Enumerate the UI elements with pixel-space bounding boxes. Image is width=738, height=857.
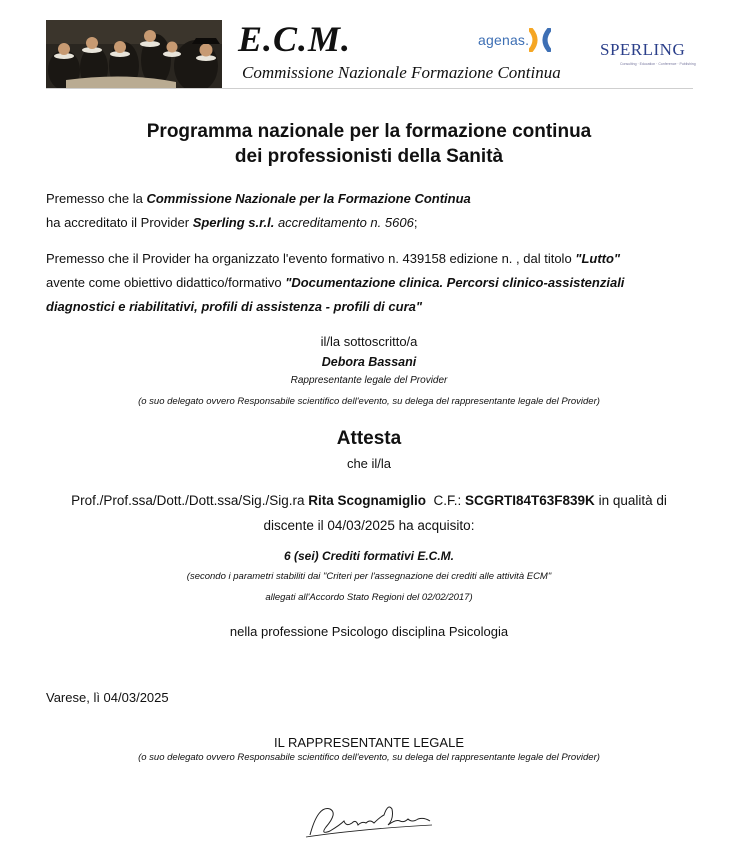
premise1-text: Premesso che la — [46, 191, 147, 206]
profession-discipline: nella professione Psicologo disciplina Psicologia — [229, 624, 509, 639]
signer-delegate-note: (o suo delegato ovvero Responsabile scientifico dell'evento, su delega del rappresentante legale del Provider) — [138, 396, 600, 407]
sperling-logo — [600, 40, 696, 66]
agenas-logo — [478, 28, 551, 52]
sperling-logo-text: SPERLING — [600, 40, 686, 59]
credits-note-line1: (secondo i parametri stabiliti dai "Criteri per l'assegnazione dei crediti alle attività ECM" — [186, 571, 552, 582]
fiscal-code: SCGRTI84T63F839K — [465, 493, 595, 508]
signer-intro: il/la sottoscritto/a — [320, 334, 418, 349]
agenas-mark-icon — [529, 28, 551, 52]
anatomy-lesson-painting — [46, 20, 222, 88]
credits-note-line2: allegati all'Accordo Stato Regioni del 02/02/2017) — [265, 592, 473, 603]
header-divider — [46, 88, 693, 89]
page-title-line1: Programma nazionale per la formazione continua — [146, 121, 592, 142]
premise2-text: Premesso che il Provider ha organizzato l'evento formativo n. 439158 edizione n. , dal titolo — [46, 251, 576, 266]
premise1-text2: ha accreditato il Provider — [46, 215, 193, 230]
place-date: Varese, lì 04/03/2025 — [46, 690, 169, 705]
signer-name: Debora Bassani — [321, 355, 417, 369]
ecm-subtitle: Commissione Nazionale Formazione Continua — [242, 63, 561, 82]
page-title-line2: dei professionisti della Sanità — [234, 146, 504, 167]
premise-commission — [46, 187, 696, 235]
attesta-heading: Attesta — [336, 428, 402, 449]
agenas-logo-text: agenas. — [478, 32, 530, 48]
signer-role: Rappresentante legale del Provider — [290, 375, 448, 386]
commission-name: Commissione Nazionale per la Formazione Continua — [146, 191, 471, 206]
provider-name: Sperling s.r.l. — [192, 215, 275, 230]
cf-label: C.F.: — [425, 493, 465, 508]
credits-amount: 6 (sei) Crediti formativi E.C.M. — [283, 549, 455, 563]
event-title: "Lutto" — [575, 251, 621, 266]
handwritten-signature — [300, 795, 440, 843]
legal-rep-title: IL RAPPRESENTANTE LEGALE — [273, 735, 464, 750]
sperling-tagline: Consulting · Education · Conference · Publishing — [620, 62, 696, 66]
recipient-prefix: Prof./Prof.ssa/Dott./Dott.ssa/Sig./Sig.ra — [71, 493, 309, 508]
premise1-text3: ; — [413, 215, 418, 230]
premise-event — [46, 247, 696, 319]
recipient-suffix: in qualità di discente il 04/03/2025 ha acquisito: — [263, 493, 667, 533]
recipient-statement — [56, 488, 682, 538]
legal-rep-note: (o suo delegato ovvero Responsabile scientifico dell'evento, su delega del rappresentante legale del Provider) — [138, 752, 600, 763]
recipient-name: Rita Scognamiglio — [308, 493, 426, 508]
premise2-text2: avente come obiettivo didattico/formativo — [46, 275, 286, 290]
attesta-che: che il/la — [346, 456, 392, 471]
ecm-title: E.C.M. — [238, 19, 352, 59]
accreditation-number: accreditamento n. 5606 — [274, 215, 414, 230]
event-objective: "Documentazione clinica. Percorsi clinico-assistenziali diagnostici e riabilitativi, profili di assistenza - profili di cura" — [46, 275, 625, 314]
